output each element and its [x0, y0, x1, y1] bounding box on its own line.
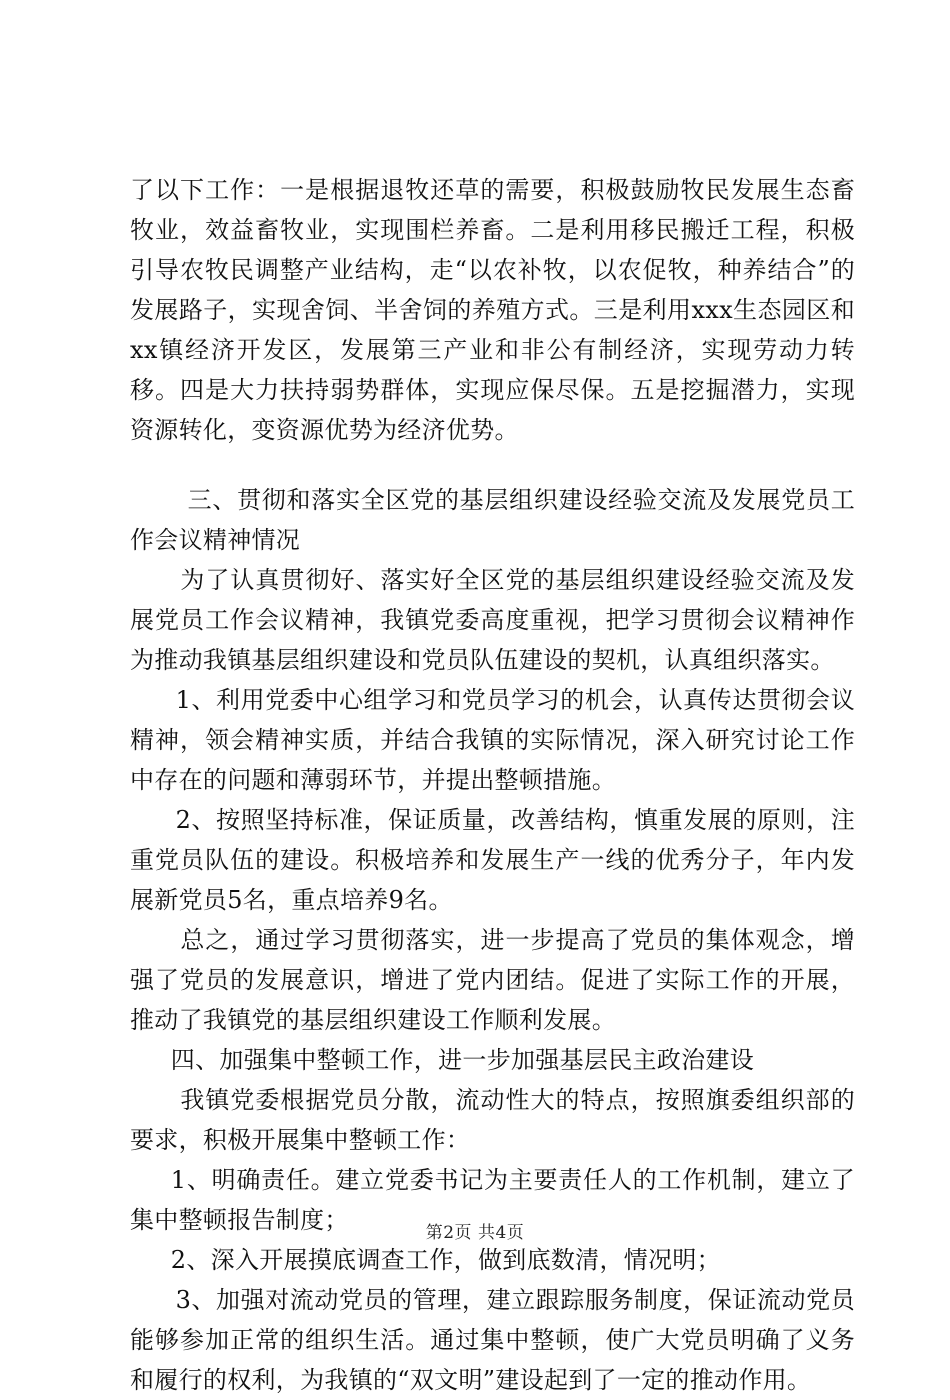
section-heading-three: 三、贯彻和落实全区党的基层组织建设经验交流及发展党员工作会议精神情况	[130, 486, 855, 554]
paragraph-item-1-study: 1、利用党委中心组学习和党员学习的机会，认真传达贯彻会议精神，领会精神实质，并结合我镇的实际情况，深入研究讨论工作中存在的问题和薄弱环节，并提出整顿措施。	[130, 686, 855, 794]
paragraph-continued-work-list: 了以下工作：一是根据退牧还草的需要，积极鼓励牧民发展生态畜牧业，效益畜牧业，实现围栏养畜。二是利用移民搬迁工程，积极引导农牧民调整产业结构，走“以农补牧，以农促牧，种养结合”的发展路子，实现舍饲、半舍饲的养殖方式。三是利用xxx生态园区和xx镇经济开发区，发展第三产业和非公有制经济，实现劳动力转移。四是大力扶持弱势群体，实现应保尽保。五是挖掘潜力，实现资源转化，变资源优势为经济优势。	[130, 176, 855, 444]
paragraph-item-3-mobile-members: 3、加强对流动党员的管理，建立跟踪服务制度，保证流动党员能够参加正常的组织生活。通过集中整顿，使广大党员明确了义务和履行的权利，为我镇的“双文明”建设起到了一定的推动作用。	[130, 1286, 855, 1394]
page-number-footer: 第2页 共4页	[425, 1223, 525, 1243]
document-body	[130, 170, 855, 1400]
paragraph-item-1-responsibility: 1、明确责任。建立党委书记为主要责任人的工作机制，建立了集中整顿报告制度；	[130, 1166, 855, 1234]
paragraph-item-2-survey: 2、深入开展摸底调查工作，做到底数清，情况明；	[170, 1246, 721, 1274]
paragraph-summary: 总之，通过学习贯彻落实，进一步提高了党员的集体观念，增强了党员的发展意识，增进了党内团结。促进了实际工作的开展，推动了我镇党的基层组织建设工作顺利发展。	[130, 926, 855, 1034]
paragraph-section-three-intro: 为了认真贯彻好、落实好全区党的基层组织建设经验交流及发展党员工作会议精神，我镇党委高度重视，把学习贯彻会议精神作为推动我镇基层组织建设和党员队伍建设的契机，认真组织落实。	[130, 566, 855, 674]
section-heading-four: 四、加强集中整顿工作，进一步加强基层民主政治建设	[170, 1046, 754, 1074]
paragraph-item-2-standards: 2、按照坚持标准，保证质量，改善结构，慎重发展的原则，注重党员队伍的建设。积极培养和发展生产一线的优秀分子，年内发展新党员5名，重点培养9名。	[130, 806, 855, 914]
paragraph-gap	[130, 450, 855, 480]
paragraph-section-four-intro: 我镇党委根据党员分散，流动性大的特点，按照旗委组织部的要求，积极开展集中整顿工作：	[130, 1086, 855, 1154]
